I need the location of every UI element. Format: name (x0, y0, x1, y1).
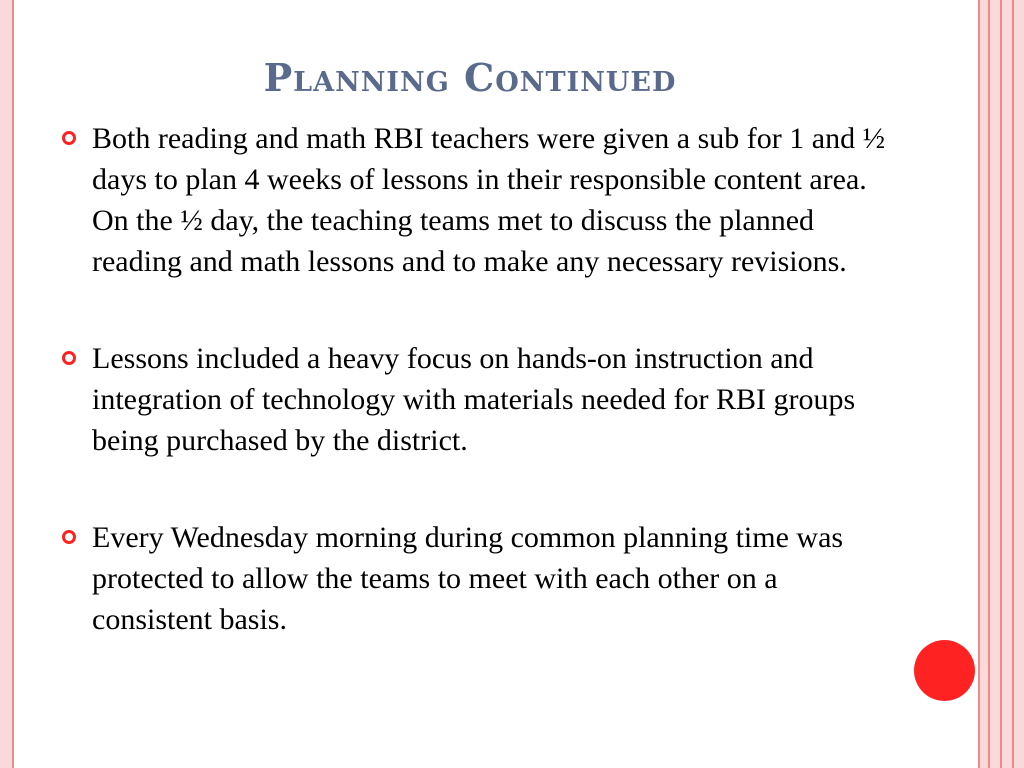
bullet-item (62, 118, 892, 282)
ring-bullet-icon (62, 131, 76, 145)
bullet-text: Every Wednesday morning during common planning time was protected to allow the teams to meet with each other on a consistent basis. (92, 521, 844, 636)
bullet-text: Both reading and math RBI teachers were given a sub for 1 and ½ days to plan 4 weeks of lessons in their responsible content area. On the ½ day, the teaching teams met to discuss the planned reading and math lessons and to make any necessary revisions. (92, 122, 886, 278)
bullet-text: Lessons included a heavy focus on hands-on instruction and integration of technology with materials needed for RBI groups being purchased by the district. (92, 342, 856, 457)
bullet-list (62, 118, 892, 640)
left-border-stripe (0, 0, 14, 768)
right-border-frame (978, 0, 1024, 768)
bullet-item (62, 517, 892, 640)
red-circle-decoration (914, 640, 975, 701)
bullet-item (62, 338, 892, 461)
slide-title: Planning Continued (263, 55, 677, 100)
ring-bullet-icon (62, 351, 76, 365)
ring-bullet-icon (62, 530, 76, 544)
